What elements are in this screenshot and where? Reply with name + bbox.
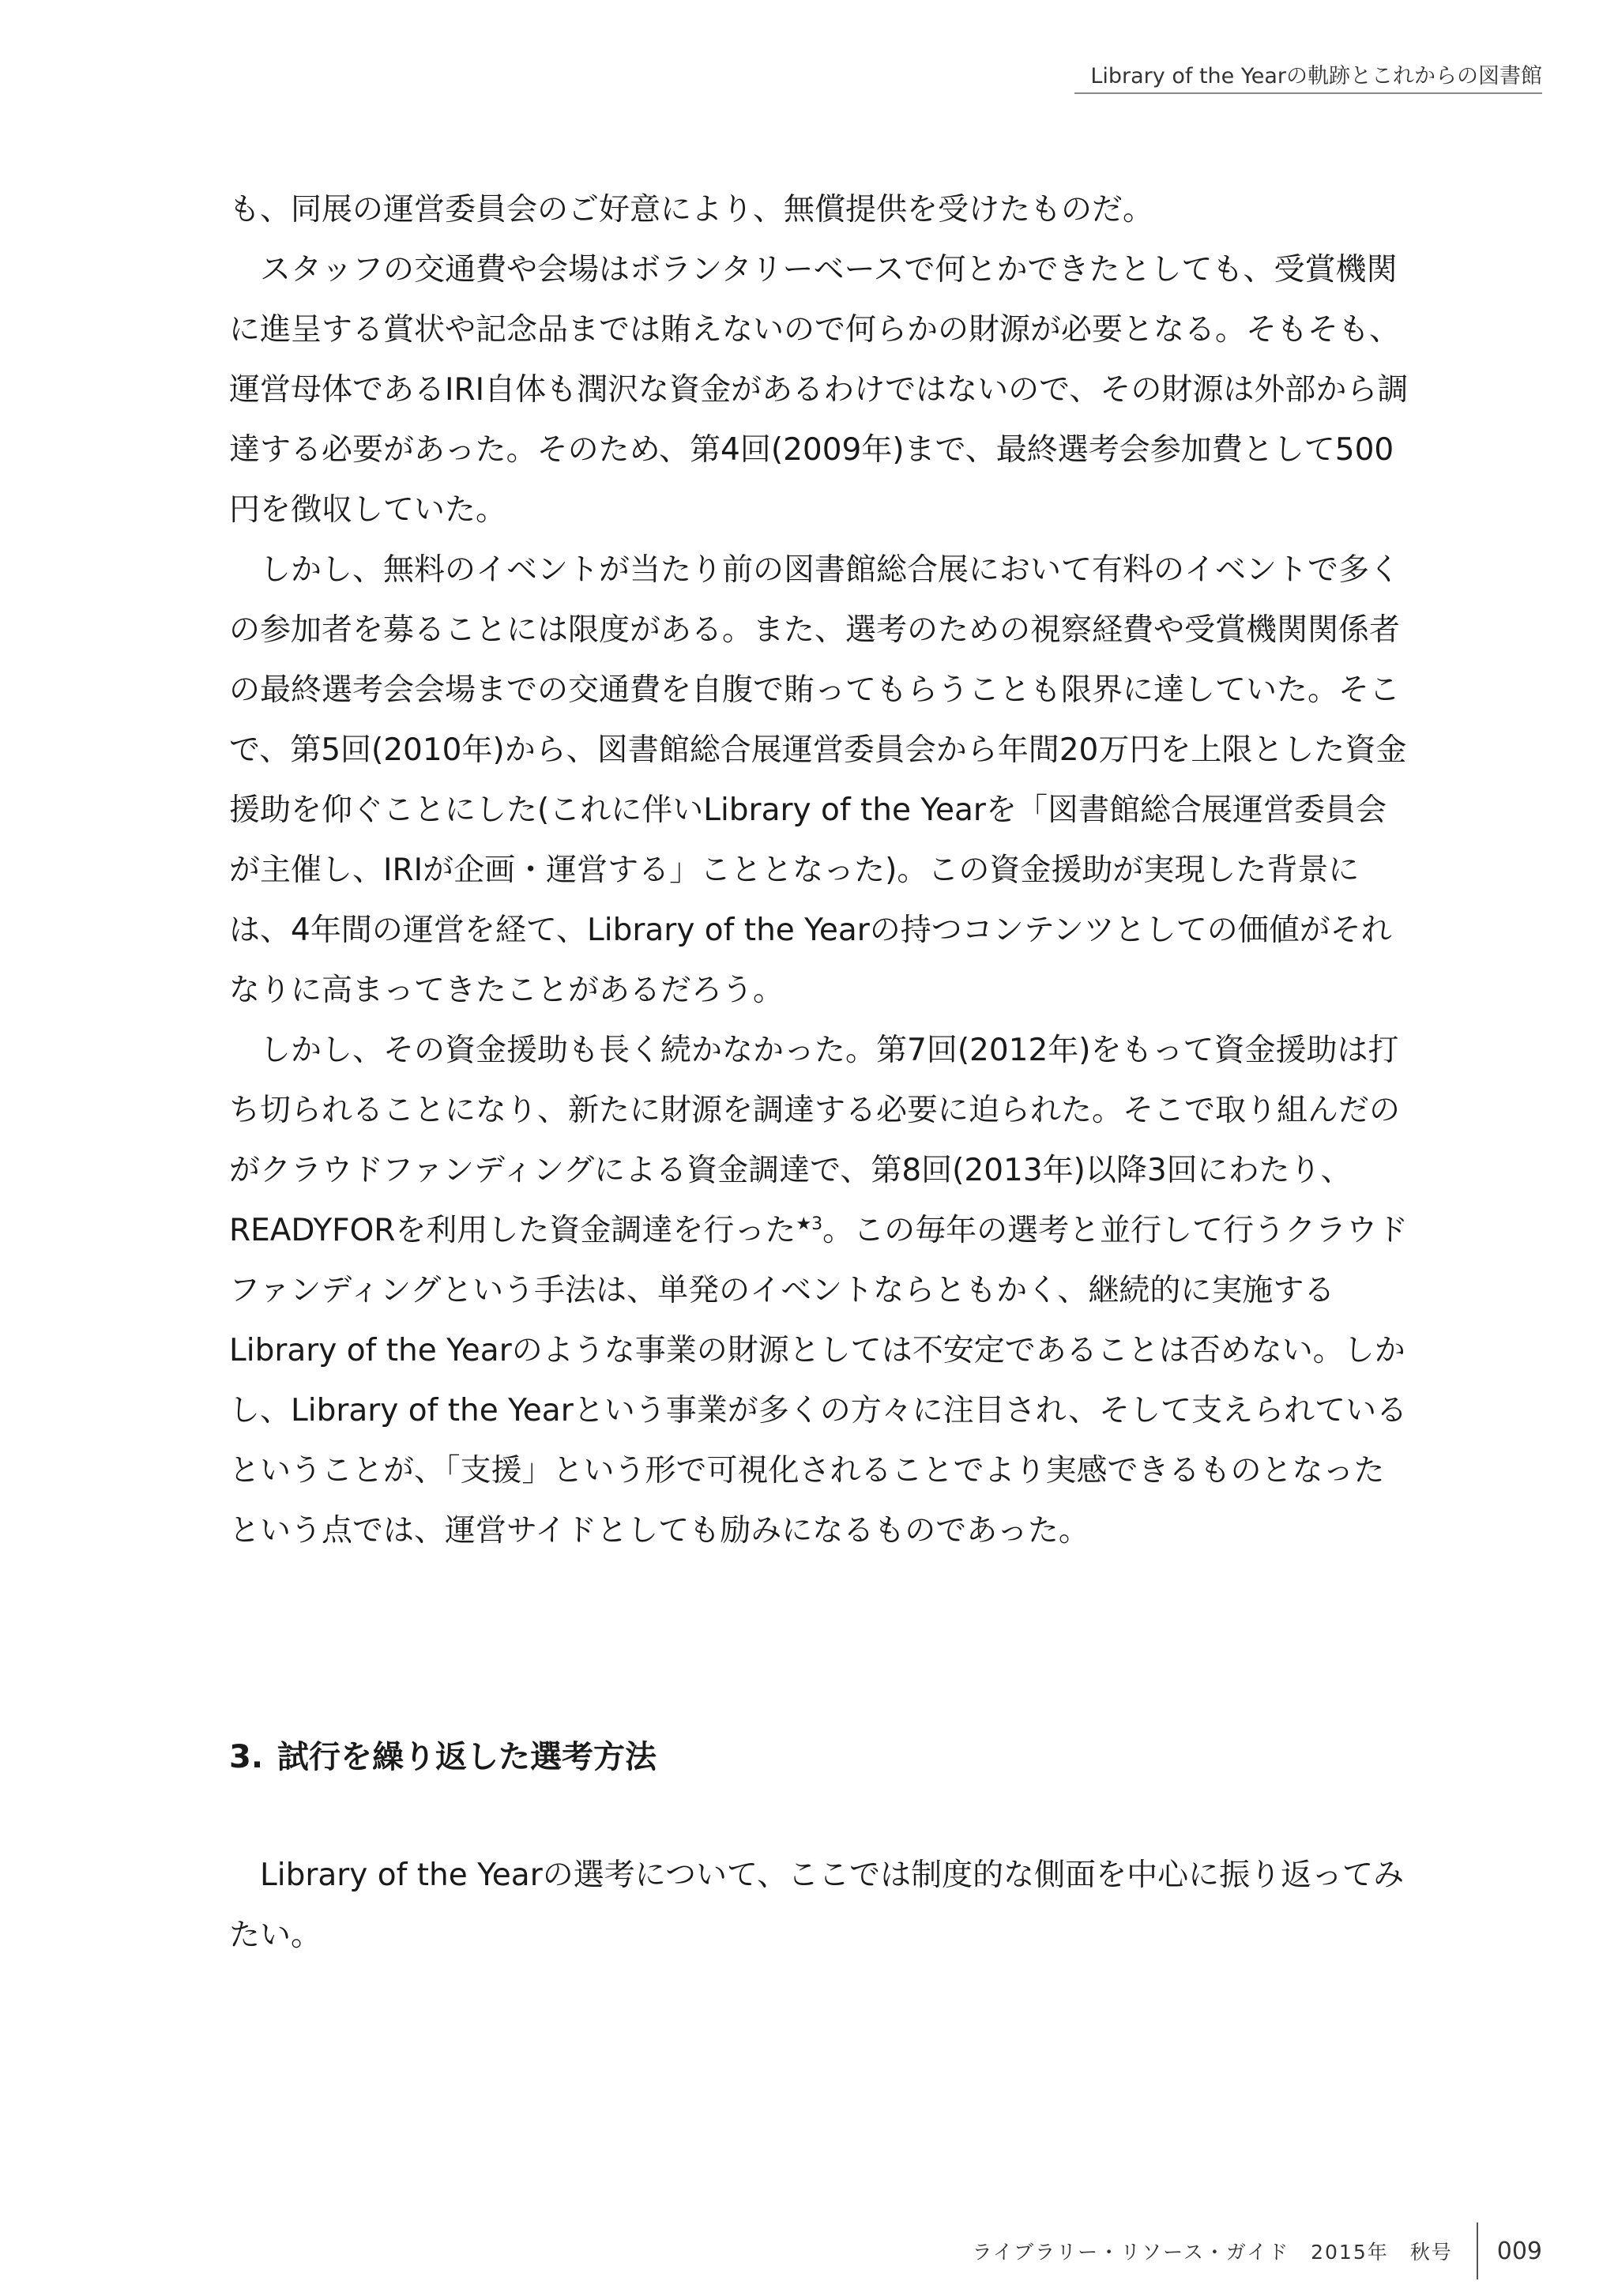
paragraph-crowdfunding-cont: 。この毎年の選考と並行して行うクラウドファンディングという手法は、単発のイベントならともかく、継続的に実施するLibrary of the Yearのような事業の財源としては不安定であることは否めない。しかし、Library of the Yearという事業が多くの方々に注目され、そして支えられているということが、「支援」という形で可視化されることでより実感できるものとなったという点では、運営サイドとしても励みになるものであった。 — [229, 1213, 1409, 1549]
paragraph-funding-need: スタッフの交通費や会場はボランタリーベースで何とかできたとしても、受賞機関に進呈する賞状や記念品までは賄えないので何らかの財源が必要となる。そもそも、運営母体であるIRI自体も潤沢な資金があるわけではないので、その財源は外部から調達する必要があった。そのため、第4回(2009年)まで、最終選考会参加費として500円を徴収していた。 — [229, 252, 1409, 528]
footnote-marker[interactable]: ★3 — [796, 1214, 823, 1234]
page-number: 009 — [1496, 2237, 1542, 2265]
section-title: 試行を繰り返した選考方法 — [277, 1739, 657, 1775]
footer-divider — [1477, 2223, 1478, 2279]
section-paragraph: Library of the Yearの選考について、ここでは制度的な側面を中心に振り返ってみたい。 — [229, 1858, 1405, 1953]
running-header — [1090, 58, 1542, 89]
paragraph-continued: も、同展の運営委員会のご好意により、無償提供を受けたものだ。 — [229, 192, 1154, 228]
publication-title: ライブラリー・リソース・ガイド 2015年 秋号 — [972, 2241, 1453, 2264]
page-footer — [973, 2223, 1542, 2279]
section-number: 3. — [229, 1739, 264, 1775]
header-divider — [1074, 92, 1542, 94]
paragraph-crowdfunding-text: しかし、その資金援助も長く続かなかった。第7回(2012年)をもって資金援助は打ち切られることになり、新たに財源を調達する必要に迫られた。そこで取り組んだのがクラウドファンディングによる資金調達で、第8回(2013年)以降3回にわたり、READYFORを利用した資金調達を行った — [229, 1033, 1401, 1248]
article-body — [229, 180, 1414, 1561]
section-heading — [229, 1732, 657, 1777]
paragraph-funding-support: しかし、無料のイベントが当たり前の図書館総合展において有料のイベントで多くの参加者を募ることには限度がある。また、選考のための視察経費や受賞機関関係者の最終選考会会場までの交通費を自腹で賄ってもらうことも限界に達していた。そこで、第5回(2010年)から、図書館総合展運営委員会から年間20万円を上限とした資金援助を仰ぐことにした(これに伴いLibrary of the Yearを「図書館総合展運営委員会が主催し、IRIが企画・運営する」こととなった)。この資金援助が実現した背景には、4年間の運営を経て、Library of the Yearの持つコンテンツとしての価値がそれなりに高まってきたことがあるだろう。 — [229, 552, 1407, 1008]
running-header-title: Library of the Yearの軌跡とこれからの図書館 — [1090, 64, 1542, 88]
section-body — [229, 1846, 1414, 1966]
paragraph-crowdfunding — [229, 1021, 1414, 1561]
